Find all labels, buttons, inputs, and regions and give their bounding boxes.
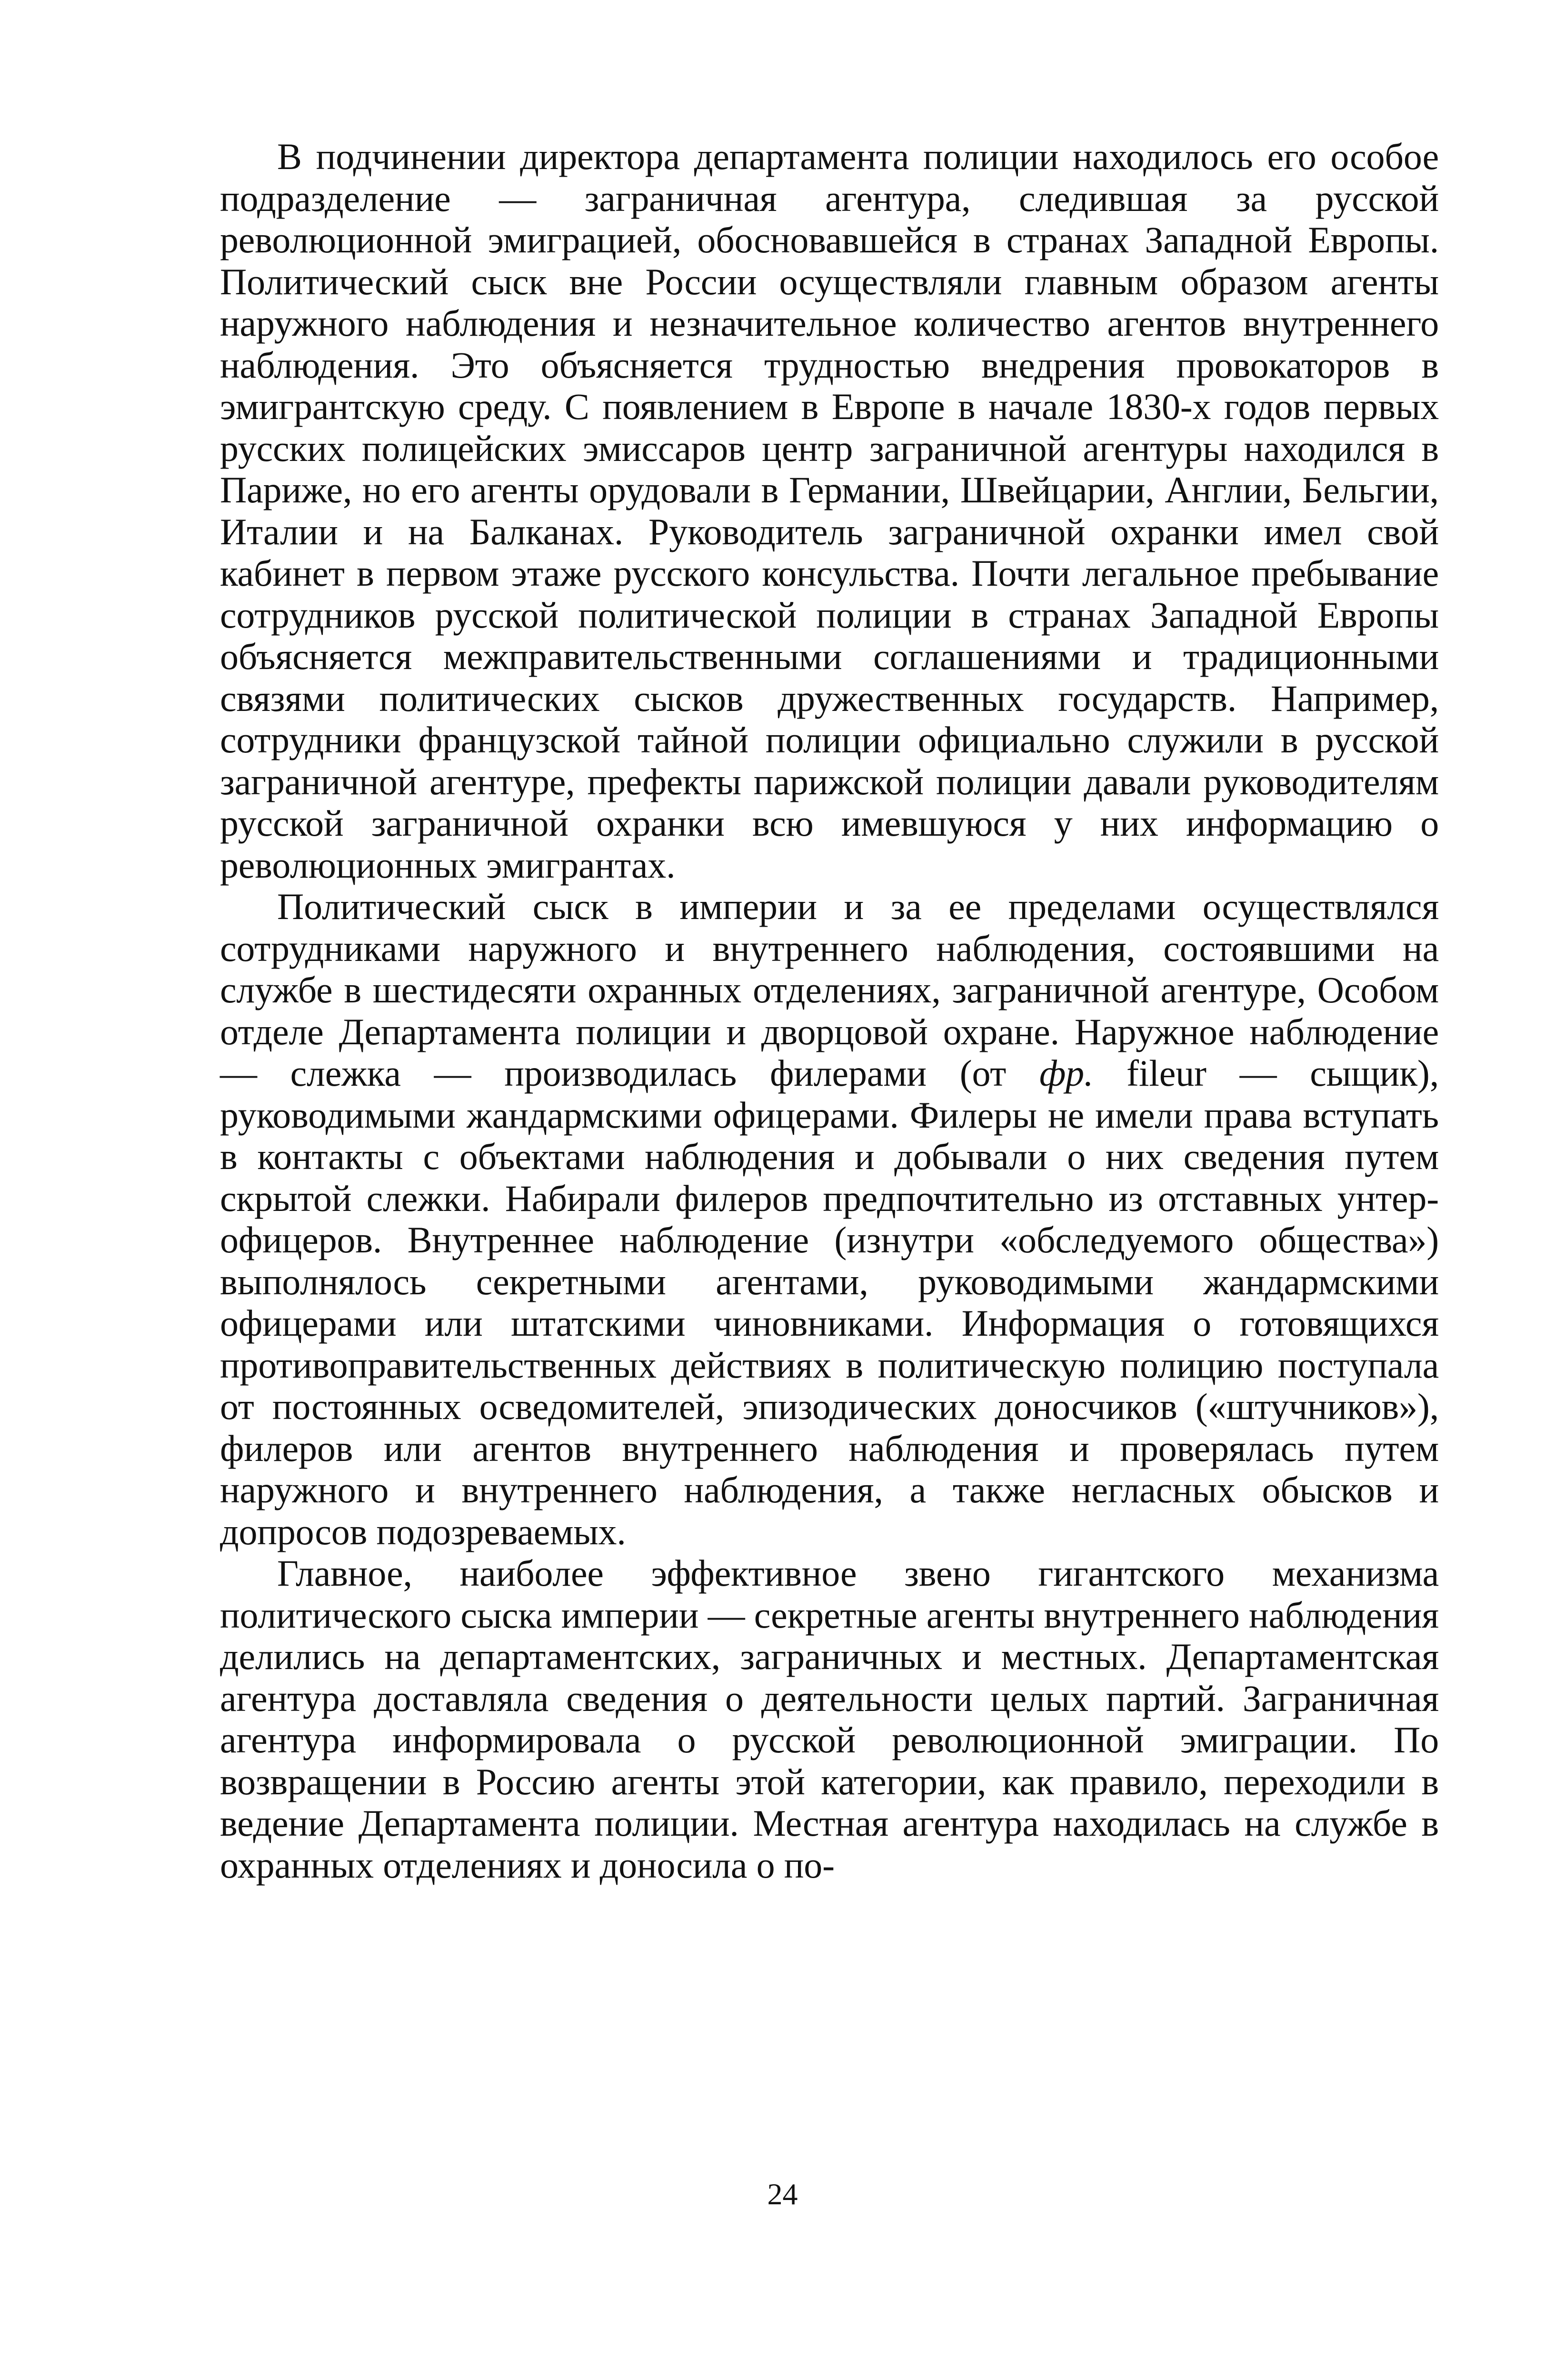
paragraph-1: [220, 136, 1439, 886]
paragraph-2-text-b: fileur — сыщик), руководимыми жандармскими офицерами. Филеры не имели права вступать в контакты с объектами наблюдения и добывали о них сведения путем скрытой слежки. Набирали филеров предпочтительно из отставных унтер-офицеров. Внутреннее наблюдение (изнутри «обследуемого общества») выполнялось секретными агентами, руководимыми жандармскими офицерами или штатскими чиновниками. Информация о готовящихся противоправительственных действиях в политическую полицию поступала от постоянных осведомителей, эпизодических доносчиков («штучников»), филеров или агентов внутреннего наблюдения и проверялась путем наружного и внутреннего наблюдения, а также негласных обысков и допросов подозреваемых.: [220, 1052, 1439, 1552]
page-number: 24: [767, 2177, 798, 2211]
paragraph-2-italic-abbrev: фр.: [1039, 1052, 1094, 1094]
paragraph-1-text: В подчинении директора департамента полиции находилось его особое подразделение — заграничная агентура, следившая за русской революционной эмиграцией, обосновавшейся в странах Западной Европы. Политический сыск вне России осуществляли главным образом агенты наружного наблюдения и незначительное количество агентов внутреннего наблюдения. Это объясняется трудностью внедрения провокаторов в эмигрантскую среду. С появлением в Европе в начале 1830-х годов первых русских полицейских эмиссаров центр заграничной агентуры находился в Париже, но его агенты орудовали в Германии, Швейцарии, Англии, Бельгии, Италии и на Балканах. Руководитель заграничной охранки имел свой кабинет в первом этаже русского консульства. Почти легальное пребывание сотрудников русской политической полиции в странах Западной Европы объясняется межправительственными соглашениями и традиционными связями политических сысков дружественных государств. Например, сотрудники французской тайной полиции официально служили в русской заграничной агентуре, префекты парижской полиции давали руководителям русской заграничной охранки всю имевшуюся у них информацию о революционных эмигрантах.: [220, 136, 1439, 886]
paragraph-2-text-a: Политический сыск в империи и за ее пределами осуществлялся сотрудниками наружного и внутреннего наблюдения, состоявшими на службе в шестидесяти охранных отделениях, заграничной агентуре, Особом отделе Департамента полиции и дворцовой охране. Наружное наблюдение — слежка — производилась филерами (от: [220, 886, 1439, 1094]
paragraph-3-text: Главное, наиболее эффективное звено гигантского механизма политического сыска империи — секретные агенты внутреннего наблюдения делились на департаментских, заграничных и местных. Департаментская агентура доставляла сведения о деятельности целых партий. Заграничная агентура информировала о русской революционной эмиграции. По возвращении в Россию агенты этой категории, как правило, переходили в ведение Департамента полиции. Местная агентура находилась на службе в охранных отделениях и доносила о по-: [220, 1552, 1439, 1886]
paragraph-3: [220, 1552, 1439, 1886]
paragraph-2: [220, 886, 1439, 1552]
book-page-body: [220, 136, 1439, 1886]
